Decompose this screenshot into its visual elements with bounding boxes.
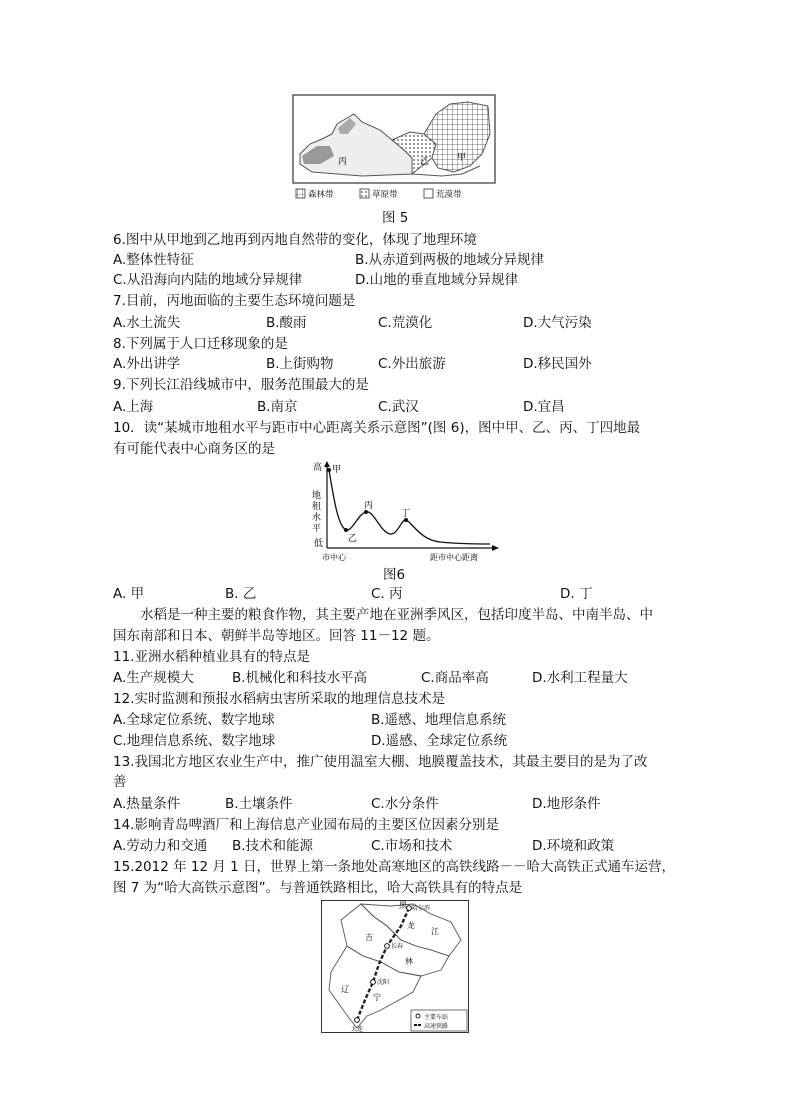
station-dalian <box>355 1018 360 1023</box>
y-axis-low-label: 低 <box>314 539 324 549</box>
figure-5-caption: 图 5 <box>382 210 409 226</box>
question-7-option-b: B.酸雨 <box>266 315 307 331</box>
legend-steppe-label: 草原带 <box>372 190 398 200</box>
question-12-option-a: A.全球定位系统、数字地球 <box>113 712 275 728</box>
question-7-option-d: D.大气污染 <box>523 315 592 331</box>
legend-desert-swatch <box>424 189 433 198</box>
question-13-option-a: A.热量条件 <box>113 796 181 812</box>
passage-line-2: 国东南部和日本、朝鲜半岛等地区。回答 11－12 题。 <box>113 628 440 644</box>
province-lin: 林 <box>405 957 413 966</box>
label-yi: 乙 <box>420 157 430 167</box>
question-8-option-d: D.移民国外 <box>523 356 592 372</box>
figure-5 <box>292 94 496 204</box>
question-9-option-d: D.宜昌 <box>523 399 565 415</box>
question-11-option-c: C.商品率高 <box>421 670 489 686</box>
question-10-option-c: C. 丙 <box>371 586 403 602</box>
figure-6 <box>310 460 500 564</box>
city-dalian: 大连 <box>351 1026 364 1033</box>
point-bing-label: 丙 <box>364 501 374 511</box>
legend-forest-label: 森林带 <box>308 190 334 200</box>
question-8-stem: 8.下列属于人口迁移现象的是 <box>113 336 288 352</box>
question-13-option-d: D.地形条件 <box>532 796 601 812</box>
question-9-option-b: B.南京 <box>257 399 298 415</box>
province-ning: 宁 <box>373 993 381 1002</box>
question-6-option-b: B.从赤道到两极的地域分异规律 <box>355 252 545 268</box>
question-9-option-a: A.上海 <box>113 399 154 415</box>
legend-station-icon <box>416 1014 420 1018</box>
question-7-option-a: A.水土流失 <box>113 315 181 331</box>
figure-6-caption: 图6 <box>383 567 406 583</box>
legend-station-label: 主要车站 <box>424 1014 449 1021</box>
question-10-option-b: B. 乙 <box>225 586 257 602</box>
city-shenyang: 沈阳 <box>377 979 390 986</box>
question-14-option-a: A.劳动力和交通 <box>113 838 208 854</box>
y-axis-label: 地租水平 <box>310 490 320 534</box>
question-13-option-b: B.土壤条件 <box>225 796 293 812</box>
question-6-option-a: A.整体性特征 <box>113 252 194 268</box>
figure-5-map <box>292 94 496 204</box>
question-7-option-c: C.荒漠化 <box>378 315 433 331</box>
province-long: 龙 <box>407 921 415 930</box>
question-10-option-a: A. 甲 <box>113 586 145 602</box>
question-6-option-c: C.从沿海向内陆的地域分异规律 <box>113 272 303 288</box>
question-11-option-d: D.水利工程量大 <box>532 670 628 686</box>
figure-7 <box>321 900 469 1033</box>
question-6-stem: 6.图中从甲地到乙地再到丙地自然带的变化，体现了地理环境 <box>113 232 477 248</box>
station-changchun <box>385 944 390 949</box>
point-yi-label: 乙 <box>348 534 358 544</box>
question-13-stem-line-2: 善 <box>113 774 127 790</box>
question-15-stem-line-1: 15.2012 年 12 月 1 日，世界上第一条地处高寒地区的高铁线路－－哈大高铁正式通车运营， <box>113 859 676 875</box>
question-10-stem-line-2: 有可能代表中心商务区的是 <box>113 441 275 457</box>
question-7-stem: 7.目前，丙地面临的主要生态环境问题是 <box>113 293 356 309</box>
y-axis-high-label: 高 <box>313 463 323 473</box>
question-8-option-a: A.外出讲学 <box>113 356 181 372</box>
figure-6-chart <box>310 460 500 564</box>
question-13-stem-line-1: 13.我国北方地区农业生产中，推广使用温室大棚、地膜覆盖技术，其最主要目的是为了改 <box>113 754 648 770</box>
question-8-option-c: C.外出旅游 <box>378 356 446 372</box>
legend-rail-label: 高速铁路 <box>424 1023 449 1030</box>
point-jia-label: 甲 <box>332 465 342 475</box>
x-axis-label: 距市中心距离 <box>430 553 478 562</box>
province-jiang: 江 <box>431 927 439 936</box>
figure-7-map <box>321 900 469 1033</box>
passage-line-1: 水稻是一种主要的粮食作物，其主要产地在亚洲季风区，包括印度半岛、中南半岛、中 <box>140 607 653 623</box>
legend-forest-swatch <box>296 189 305 198</box>
y-axis-arrow <box>324 461 330 467</box>
question-9-stem: 9.下列长江沿线城市中，服务范围最大的是 <box>113 377 369 393</box>
city-harbin: 哈尔滨 <box>412 905 431 912</box>
point-yi <box>344 528 348 532</box>
x-origin-label: 市中心 <box>322 553 346 562</box>
question-12-option-c: C.地理信息系统、数字地球 <box>113 733 276 749</box>
question-14-option-c: C.市场和技术 <box>371 838 453 854</box>
question-11-option-b: B.机械化和科技水平高 <box>232 670 368 686</box>
question-9-option-c: C.武汉 <box>378 399 419 415</box>
question-11-option-a: A.生产规模大 <box>113 670 194 686</box>
question-13-option-c: C.水分条件 <box>371 796 439 812</box>
city-changchun: 长春 <box>391 943 404 950</box>
question-12-option-d: D.遥感、全球定位系统 <box>371 733 508 749</box>
point-jia <box>327 468 331 472</box>
station-shenyang <box>371 980 376 985</box>
label-bing: 丙 <box>338 157 348 167</box>
question-8-option-b: B.上街购物 <box>266 356 334 372</box>
question-15-stem-line-2: 图 7 为“哈大高铁示意图”。与普通铁路相比，哈大高铁具有的特点是 <box>113 880 523 896</box>
question-11-stem: 11.亚洲水稻种植业具有的特点是 <box>113 649 310 665</box>
label-jia: 甲 <box>457 153 467 163</box>
legend-desert-label: 荒漠带 <box>436 190 462 200</box>
province-hei: 黑 <box>399 901 407 910</box>
rent-curve <box>329 470 490 544</box>
legend-steppe-swatch <box>360 189 369 198</box>
province-liao: 辽 <box>341 985 349 994</box>
x-axis-arrow <box>492 545 499 551</box>
question-12-option-b: B.遥感、地理信息系统 <box>371 712 507 728</box>
question-10-option-d: D. 丁 <box>560 586 593 602</box>
question-6-option-d: D.山地的垂直地域分异规律 <box>355 272 519 288</box>
point-ding-label: 丁 <box>401 509 411 519</box>
question-14-option-d: D.环境和政策 <box>532 838 615 854</box>
province-ji: 吉 <box>365 933 373 942</box>
question-14-option-b: B.技术和能源 <box>232 838 314 854</box>
question-10-stem-line-1: 10．读“某城市地租水平与距市中心距离关系示意图”(图 6)，图中甲、乙、丙、丁四地最 <box>113 420 641 436</box>
question-12-stem: 12.实时监测和预报水稻病虫害所采取的地理信息技术是 <box>113 691 445 707</box>
station-harbin <box>407 906 412 911</box>
question-14-stem: 14.影响青岛啤酒厂和上海信息产业园布局的主要区位因素分别是 <box>113 817 499 833</box>
